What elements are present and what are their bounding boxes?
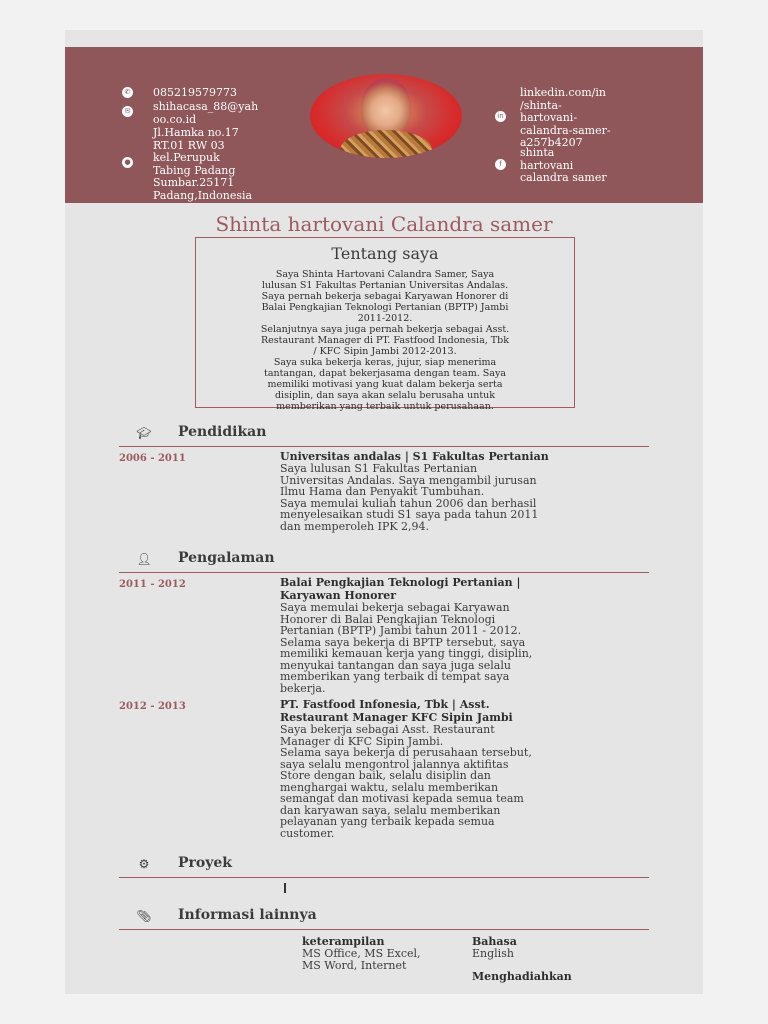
cv-header — [65, 47, 703, 203]
education-text: Saya lulusan S1 Fakultas Pertanian Universitas Andalas. Saya mengambil jurusan Ilmu Hama dan Penyakit Tumbuhan. Saya memulai kuliah tahun 2006 dan berhasil menyelesaikan studi S1 saya pada tahun 2011 dan memperoleh IPK 2,94. — [280, 462, 539, 533]
profile-photo-face — [361, 78, 411, 138]
about-box — [195, 237, 575, 412]
graduation-cap-icon: 🎓︎ — [136, 426, 152, 440]
facebook-icon: f — [495, 159, 506, 170]
projects-section-header — [119, 855, 649, 878]
email-address[interactable]: shihacasa_88@yah oo.co.id — [153, 100, 259, 126]
education-heading: Pendidikan — [178, 424, 267, 440]
experience-entry — [280, 576, 630, 694]
linkedin-url[interactable]: linkedin.com/in /shinta- hartovani- calandra-samer- a257b4207 — [520, 86, 611, 149]
profile-photo — [310, 74, 462, 158]
projects-icon: ⚙ — [138, 857, 150, 871]
phone-icon: ✆ — [122, 87, 133, 98]
experience-text: Saya bekerja sebagai Asst. Restaurant Manager di KFC Sipin Jambi. Selama saya bekerja di perusahaan tersebut, saya selalu mengontrol jalannya aktifitas Store dengan baik, selalu disiplin dan menghargai waktu, selalu memberikan semangat dan motivasi kepada semua team dan karyawan saya, selalu memberikan pelayanan yang terbaik kepada semua customer. — [280, 723, 532, 840]
experience-date: 2012 - 2013 — [119, 701, 186, 712]
education-title: Universitas andalas | S1 Fakultas Pertanian — [280, 450, 549, 463]
experience-title: Balai Pengkajian Teknologi Pertanian | Karyawan Honorer — [280, 576, 521, 602]
location-icon: ● — [122, 157, 133, 168]
skills-text: MS Office, MS Excel, MS Word, Internet — [302, 947, 421, 972]
education-section-header — [119, 424, 649, 447]
other-section-header — [119, 907, 649, 930]
language-text: English — [472, 947, 514, 960]
email-icon: ✉ — [122, 106, 133, 117]
other-heading: Informasi lainnya — [178, 907, 317, 923]
experience-section-header — [119, 550, 649, 573]
experience-text: Saya memulai bekerja sebagai Karyawan Honorer di Balai Pengkajian Teknologi Pertanian (BPTP) Jambi tahun 2011 - 2012. Selama saya bekerja di BPTP tersebut, saya memiliki kemauan kerja yang tinggi, disiplin, menyukai tantangan dan saya juga selalu memberikan yang terbaik di tempat saya bekerja. — [280, 601, 533, 695]
experience-heading: Pengalaman — [178, 550, 275, 566]
experience-title: PT. Fastfood Infonesia, Tbk | Asst. Restaurant Manager KFC Sipin Jambi — [280, 698, 513, 724]
phone-number[interactable]: 085219579773 — [153, 86, 237, 99]
home-address: Jl.Hamka no.17 RT.01 RW 03 kel.Perupuk Tabing Padang Sumbar.25171 Padang,Indonesia — [153, 126, 253, 202]
candidate-name: Shinta hartovani Calandra samer — [215, 212, 553, 236]
about-text: Saya Shinta Hartovani Calandra Samer, Saya lulusan S1 Fakultas Pertanian Universitas Andalas. Saya pernah bekerja sebagai Karyawan Honorer di Balai Pengkajian Teknologi Pertanian (BPTP) Jambi 2011-2012. Selanjutnya saya juga pernah bekerja sebagai Asst. Restaurant Manager di PT. Fastfood Indonesia, Tbk / KFC Sipin Jambi 2012-2013. Saya suka bekerja keras, jujur, siap menerima tantangan, dapat bekerjasama dengan team. Saya memiliki motivasi yang kuat dalam bekerja serta disiplin, dan saya akan selalu berusaha untuk memberikan yang terbaik untuk perusahaan. — [260, 269, 510, 412]
education-date: 2006 - 2011 — [119, 453, 186, 464]
profile-photo-body — [340, 130, 432, 158]
language-label: Bahasa — [472, 935, 517, 948]
projects-heading: Proyek — [178, 855, 232, 871]
person-icon: 👤︎ — [136, 552, 152, 566]
text-cursor — [284, 883, 286, 893]
experience-date: 2011 - 2012 — [119, 579, 186, 590]
awards-label: Menghadiahkan — [472, 970, 572, 983]
education-entry — [280, 450, 630, 532]
paperclip-icon: 📎︎ — [136, 909, 152, 923]
facebook-name[interactable]: shinta hartovani calandra samer — [520, 146, 607, 184]
skills-label: keterampilan — [302, 935, 385, 948]
cv-page — [65, 30, 703, 994]
linkedin-icon: in — [495, 111, 506, 122]
about-title: Tentang saya — [331, 244, 439, 263]
experience-entry — [280, 698, 630, 839]
